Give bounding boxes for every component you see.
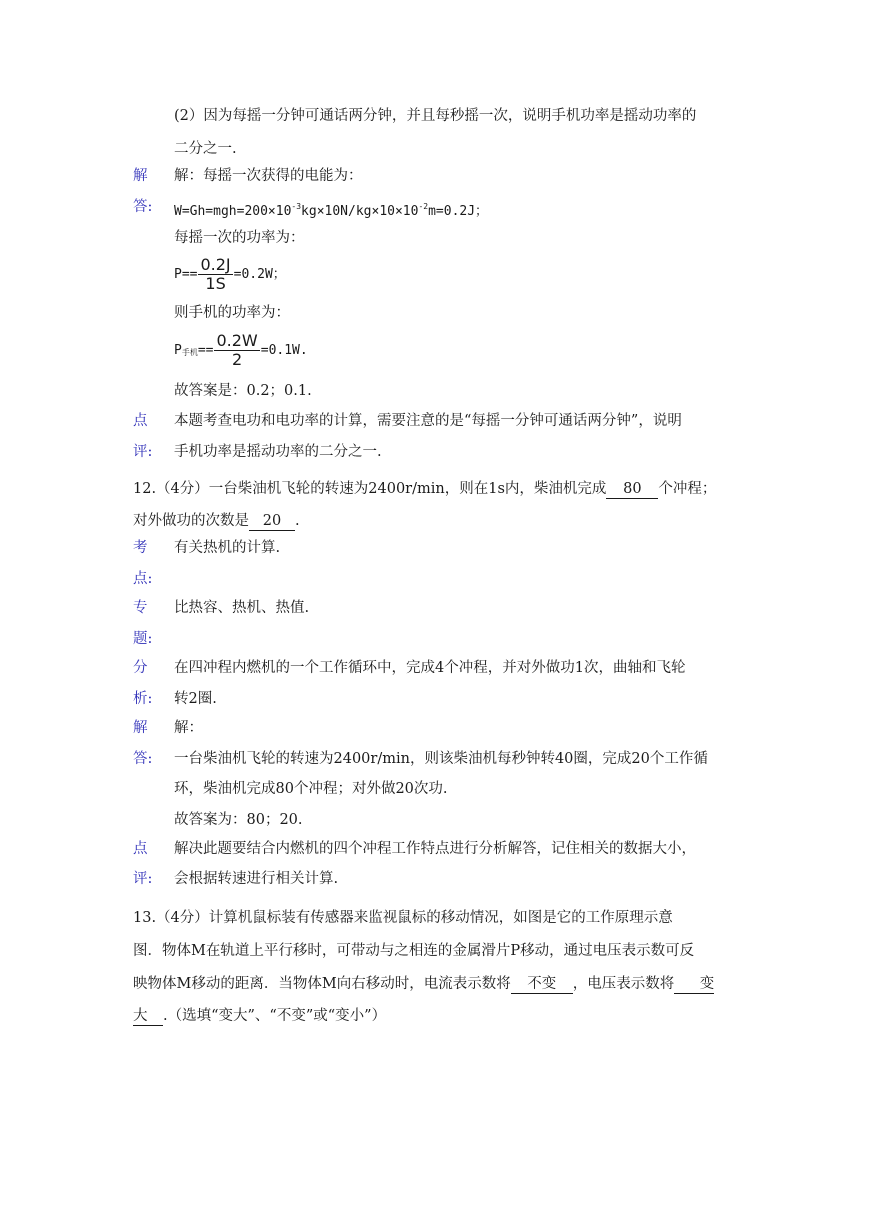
fenxi-line1: 在四冲程内燃机的一个工作循环中，完成4个冲程，并对外做功1次，曲轴和飞轮 bbox=[174, 660, 686, 676]
jieda-line0: 解： bbox=[174, 720, 203, 736]
zhuanti-label-bottom: 题: bbox=[133, 631, 153, 647]
comment-line1: 本题考查电功和电功率的计算，需要注意的是“每摇一分钟可通话两分钟”，说明 bbox=[174, 413, 682, 429]
kaodian-label-top: 考 bbox=[133, 540, 148, 556]
answer-label-top: 解 bbox=[133, 168, 148, 184]
q11-part2-line1: (2）因为每摇一分钟可通话两分钟，并且每秒摇一次，说明手机功率是摇动功率的 bbox=[174, 108, 697, 124]
q13-line1: 13.（4分）计算机鼠标装有传感器来监视鼠标的移动情况，如图是它的工作原理示意 bbox=[133, 910, 673, 926]
q13-line3: 映物体M移动的距离．当物体M向右移动时，电流表示数将 不变 ，电压表示数将 变 bbox=[133, 976, 715, 992]
answer-final: 故答案是：0.2；0.1. bbox=[174, 383, 312, 399]
q12-stem-line1: 12.（4分）一台柴油机飞轮的转速为2400r/min，则在1s内，柴油机完成 80 个冲程； bbox=[133, 481, 717, 497]
q13-line2: 图．物体M在轨道上平行移时，可带动与之相连的金属滑片P移动，通过电压表示数可反 bbox=[133, 943, 695, 959]
q11-part2-line2: 二分之一. bbox=[174, 141, 237, 157]
zhuanti-label-top: 专 bbox=[133, 600, 148, 616]
q13-blank1: 不变 bbox=[511, 975, 573, 994]
power-equation: P== $\frac{0.2J}{1S}$ =0.2W； bbox=[174, 255, 286, 293]
zhuanti-text: 比热容、热机、热值. bbox=[174, 600, 310, 616]
fenxi-line2: 转2圈. bbox=[174, 691, 217, 707]
phone-intro: 则手机的功率为： bbox=[174, 305, 290, 321]
answer-intro: 解：每摇一次获得的电能为： bbox=[174, 168, 363, 184]
comment-label-top: 点 bbox=[133, 413, 148, 429]
q13-blank2-part2: 大 bbox=[133, 1007, 163, 1026]
jieda-line1: 一台柴油机飞轮的转速为2400r/min，则该柴油机每秒钟转40圈，完成20个工作循 bbox=[174, 751, 708, 767]
dianping-line1: 解决此题要结合内燃机的四个冲程工作特点进行分析解答，记住相关的数据大小， bbox=[174, 841, 696, 857]
phone-power-fraction: $\frac{0.2W}{2}$ bbox=[216, 331, 258, 369]
power-intro: 每摇一次的功率为： bbox=[174, 230, 305, 246]
fenxi-label-bottom: 析: bbox=[133, 691, 153, 707]
answer-label-bottom: 答: bbox=[133, 199, 153, 215]
work-equation: $W=Gh=mgh=200\times 10^{-3}kg\times 10N/kg\times 10\times 10^{-2}m=0.2J$； bbox=[174, 202, 489, 219]
q12-blank1: 80 bbox=[606, 480, 658, 499]
comment-line2: 手机功率是摇动功率的二分之一. bbox=[174, 444, 382, 460]
phone-power-equation: $P_{手机}==$ $\frac{0.2W}{2}$ =0.1W. bbox=[174, 331, 308, 369]
jieda-line3: 故答案为：80；20. bbox=[174, 812, 303, 828]
q13-blank2-part1: 变 bbox=[674, 975, 714, 994]
jieda-line2: 环，柴油机完成80个冲程；对外做20次功. bbox=[174, 781, 448, 797]
power-fraction: $\frac{0.2J}{1S}$ bbox=[200, 255, 231, 293]
q12-blank2: 20 bbox=[249, 512, 295, 531]
q13-line4: 大 .（选填“变大”、“不变”或“变小”） bbox=[133, 1008, 387, 1024]
kaodian-text: 有关热机的计算. bbox=[174, 540, 281, 556]
dianping-line2: 会根据转速进行相关计算. bbox=[174, 871, 339, 887]
comment-label-bottom: 评: bbox=[133, 444, 153, 460]
kaodian-label-bottom: 点: bbox=[133, 571, 153, 587]
dianping-label-bottom: 评: bbox=[133, 871, 153, 887]
jieda-label-bottom: 答: bbox=[133, 751, 153, 767]
dianping-label-top: 点 bbox=[133, 841, 148, 857]
fenxi-label-top: 分 bbox=[133, 660, 148, 676]
jieda-label-top: 解 bbox=[133, 720, 148, 736]
q12-stem-line2: 对外做功的次数是 20 . bbox=[133, 513, 300, 529]
